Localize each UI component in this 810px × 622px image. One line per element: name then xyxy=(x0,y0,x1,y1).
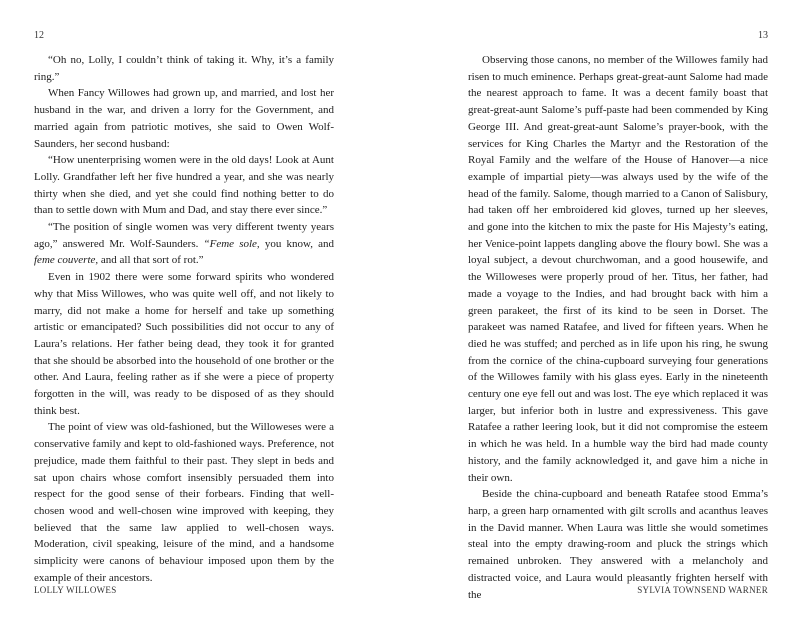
page-number-right: 13 xyxy=(758,30,768,41)
running-foot-author: SYLVIA TOWNSEND WARNER xyxy=(637,585,768,595)
right-page xyxy=(468,0,768,622)
paragraph: When Fancy Willowes had grown up, and married, and lost her husband in the war, and driven a lorry for the Government, and married again from patriotic motives, she said to Owen Wolf-Saunders, her second husband: xyxy=(34,87,334,150)
page-number-left: 12 xyxy=(34,30,44,41)
running-foot-title: LOLLY WILLOWES xyxy=(34,585,117,595)
right-page-body xyxy=(468,52,768,603)
text-run: and all that sort of rot.” xyxy=(98,254,204,267)
italic-term: feme couverte, xyxy=(34,254,99,267)
paragraph: “How unenterprising women were in the old days! Look at Aunt Lolly. Grandfather left her five hundred a year, and she was nearly thirty when she died, and yet she could find nothing better to do than to settle down with Mum and Dad, and stay there ever since.” xyxy=(34,154,334,217)
paragraph: Even in 1902 there were some forward spirits who wondered why that Miss Willowes, who was quite well off, and not likely to marry, did not make a home for herself and take up something artistic or emancipated? Such possibilities did not occur to any of Laura’s relations. Her father being dead, they took it for granted that she should be absorbed into the household of one brother or the other. And Laura, feeling rather as if she were a piece of property forgotten in the will, was ready to be disposed of as they should think best. xyxy=(34,271,334,417)
left-page xyxy=(34,0,334,622)
paragraph xyxy=(34,219,334,269)
italic-term: “Feme sole, xyxy=(203,237,260,250)
text-run: you know, and xyxy=(259,237,334,250)
paragraph: “Oh no, Lolly, I couldn’t think of taking it. Why, it’s a family ring.” xyxy=(34,54,334,83)
paragraph: Observing those canons, no member of the Willowes family had risen to much eminence. Perhaps great-great-aunt Salome had made the nearest approach to fame. It was a decent family boast that great-great-aunt Salome’s puff-paste had been commended by King George III. And great-great-aunt Salome’s prayer-book, with the services for King Charles the Martyr and the Restoration of the Royal Family and the welfare of the House of Hanover—a nice example of impartial piety—was always used by the wife of the head of the family. Salome, though married to a Canon of Salisbury, had taken off her embroidered kid gloves, turned up her sleeves, and gone into the kitchen to mix the paste for His Majesty’s eating, her Venice-point lappets dangling above the floury bowl. She was a loyal subject, a devout churchwoman, and a good housewife, and the Willoweses were properly proud of her. Titus, her father, had made a voyage to the Indies, and had brought back with him a green parakeet, the first of its kind to be seen in Dorset. The parakeet was named Ratafee, and lived for fifteen years. When he died he was stuffed; and perched as in life upon his ring, he swung from the cornice of the china-cupboard surveying four generations of the Willowes family with his glass eyes. Early in the nineteenth century one eye fell out and was lost. The eye which replaced it was larger, but inferior both in lustre and expressiveness. This gave Ratafee a rather leering look, but it did not compromise the esteem in which he was held. In a humble way the bird had made county history, and the family acknowledged it, and gave him a niche in their own. xyxy=(468,54,768,484)
text-run: “The position of single women was very different twenty years ago,” answered Mr. Wolf-Saunders. xyxy=(34,221,334,250)
paragraph: The point of view was old-fashioned, but the Willoweses were a conservative family and kept to old-fashioned ways. Preference, not prejudice, made them faithful to their past. They slept in beds and sat upon chairs whose comfort insensibly persuaded them into respect for the good sense of their forbears. Finding that well-chosen wood and well-chosen wine improved with keeping, they believed that the same law applied to well-chosen ways. Moderation, civil speaking, leisure of the mind, and a handsome simplicity were canons of behaviour imposed upon them by the example of their ancestors. xyxy=(34,421,334,584)
paragraph: Beside the china-cupboard and beneath Ratafee stood Emma’s harp, a green harp ornamented with gilt scrolls and acanthus leaves in the David manner. When Laura was little she would sometimes steal into the empty drawing-room and pluck the strings which remained unbroken. They answered with a melancholy and distracted voice, and Laura would pleasantly frighten herself with the xyxy=(468,488,768,601)
left-page-body xyxy=(34,52,334,587)
